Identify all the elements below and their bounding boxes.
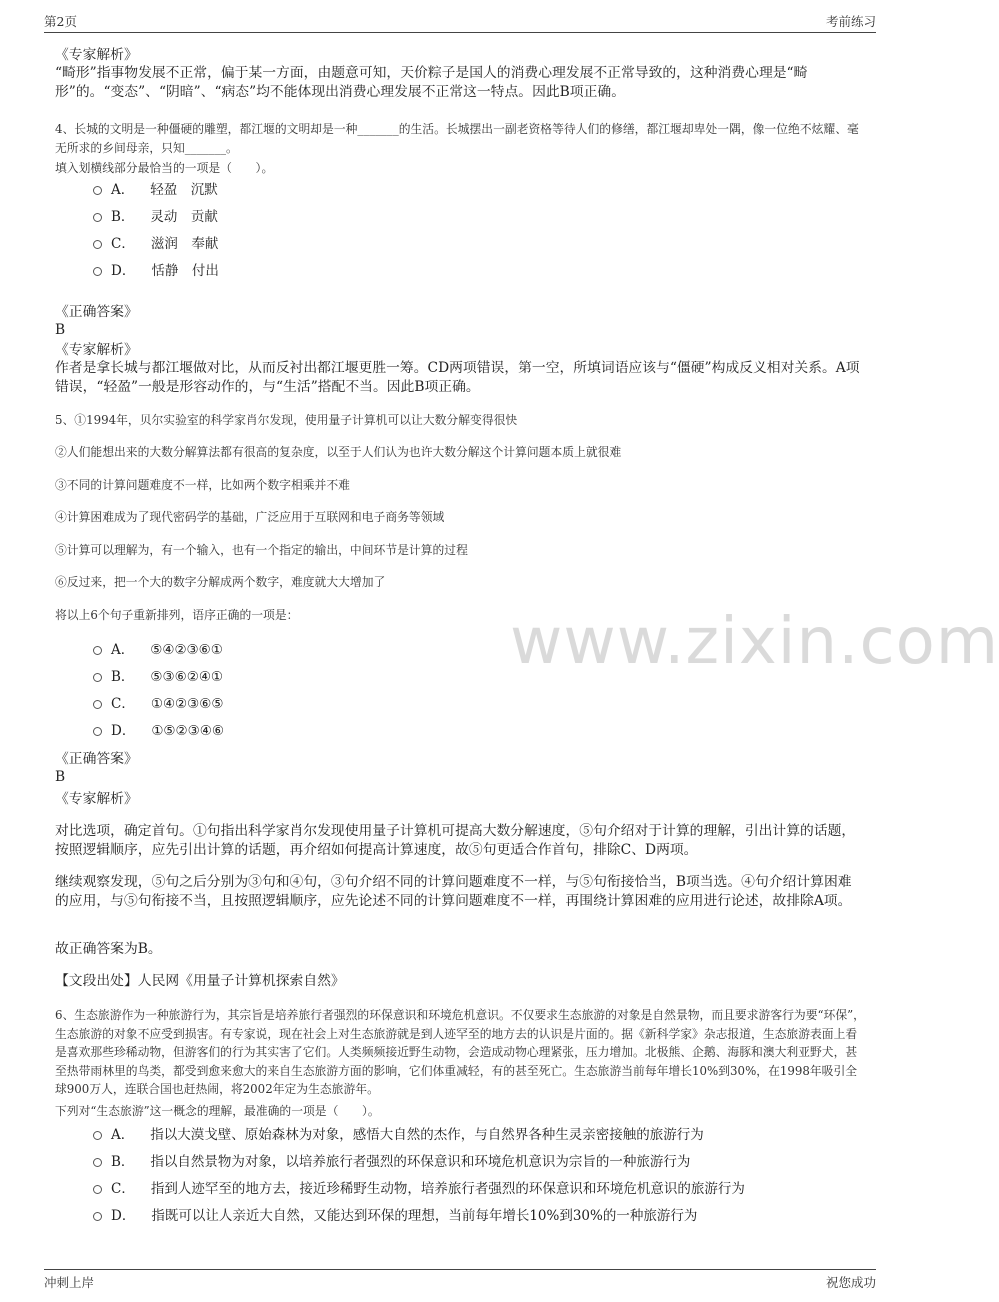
option-letter: C．: [111, 696, 135, 712]
option-letter: C．: [111, 236, 135, 252]
q4-answer: B: [55, 322, 66, 338]
option-letter: B．: [111, 209, 135, 225]
watermark: www.zixin.com: [510, 605, 999, 679]
option-text: 轻盈 沉默: [150, 182, 218, 198]
q5-source: 【文段出处】人民网《用量子计算机探索自然》: [55, 973, 345, 989]
q4-option-a[interactable]: [93, 181, 218, 199]
q5-analysis-label: 《专家解析》: [55, 791, 138, 807]
radio-icon[interactable]: [93, 186, 102, 195]
q5-sentence-2: ②人们能想出来的大数分解算法都有很高的复杂度，以至于人们认为也许大数分解这个计算问题本质上就很难: [55, 445, 622, 459]
option-letter: A．: [111, 1127, 135, 1143]
header-divider: [44, 32, 876, 33]
option-text: 灵动 贡献: [150, 209, 218, 225]
q6-option-c[interactable]: [93, 1180, 745, 1198]
option-text: 滋润 奉献: [150, 236, 219, 252]
page-number: 第2页: [44, 14, 77, 29]
footer-divider: [44, 1269, 876, 1270]
option-letter: A．: [111, 642, 135, 658]
q5-answer: B: [55, 769, 66, 785]
header-title: 考前练习: [825, 14, 876, 29]
radio-icon[interactable]: [93, 1131, 102, 1140]
option-letter: B．: [111, 1154, 135, 1170]
q4-stem: 4、长城的文明是一种僵硬的雕塑，都江堰的文明却是一种_______的生活。长城摆出一副老资格等待人们的修缮，都江堰却卑处一隅，像一位绝不炫耀、毫无所求的乡间母亲，只知_______。: [55, 122, 859, 155]
option-letter: D．: [111, 723, 136, 739]
option-text: ①④②③⑥⑤: [150, 696, 224, 712]
q5-option-a[interactable]: [93, 641, 223, 659]
q5-sentence-1: 5、①1994年，贝尔实验室的科学家肖尔发现，使用量子计算机可以让大数分解变得很快: [55, 413, 518, 427]
q4-option-c[interactable]: [93, 235, 218, 253]
q5-analysis-p2: 继续观察发现，⑤句之后分别为③句和④句，③句介绍不同的计算问题难度不一样，与⑤句衔接恰当，B项当选。④句介绍计算困难的应用，与⑤句衔接不当，且按照逻辑顺序，应先论述不同的计算问题难度不一样，再围绕计算困难的应用进行论述，故排除A项。: [55, 874, 852, 909]
radio-icon[interactable]: [93, 1212, 102, 1221]
option-letter: D．: [111, 1208, 136, 1224]
radio-icon[interactable]: [93, 240, 102, 249]
q5-analysis-p3: 故正确答案为B。: [55, 941, 162, 957]
footer-left: 冲刺上岸: [44, 1275, 95, 1290]
q6-stem: 6、生态旅游作为一种旅游行为，其宗旨是培养旅行者强烈的环保意识和环境危机意识。不仅要求生态旅游的对象是自然景物，而且要求游客行为要“环保”，生态旅游的对象不应受到损害。有专家说，现在社会上对生态旅游就是到人迹罕至的地方去的认识是片面的。据《新科学家》杂志报道，生态旅游表面上看是喜欢那些珍稀动物，但游客们的行为其实害了它们。人类频频接近野生动物，会造成动物心理紧张，压力增加。北极熊、企鹅、海豚和澳大利亚野犬，甚至热带雨林里的鸟类，都受到愈来愈大的来自生态旅游方面的影响，它们体重减轻，有的甚至死亡。生态旅游当前每年增长10%到30%，在1998年吸引全球900万人，连联合国也赶热闹，将2002年定为生态旅游年。: [55, 1008, 865, 1096]
q4-option-b[interactable]: [93, 208, 218, 226]
q4-answer-label: 《正确答案》: [55, 304, 138, 320]
q3-analysis-label: 《专家解析》: [55, 47, 138, 63]
radio-icon[interactable]: [93, 1158, 102, 1167]
q3-analysis: “畸形”指事物发展不正常，偏于某一方面，由题意可知，天价粽子是国人的消费心理发展不正常导致的，这种消费心理是“畸形”的。“变态”、“阴暗”、“病态”均不能体现出消费心理发展不正常这一特点。因此B项正确。: [55, 65, 808, 100]
q5-prompt: 将以上6个句子重新排列，语序正确的一项是：: [55, 608, 299, 622]
option-text: 恬静 付出: [151, 263, 219, 279]
radio-icon[interactable]: [93, 267, 102, 276]
option-letter: B．: [111, 669, 135, 685]
q4-analysis-label: 《专家解析》: [55, 342, 138, 358]
option-text: 指既可以让人亲近大自然，又能达到环保的理想，当前每年增长10%到30%的一种旅游行为: [151, 1208, 698, 1224]
q4-prompt: 填入划横线部分最恰当的一项是（ ）。: [55, 161, 274, 175]
option-letter: A．: [111, 182, 135, 198]
option-text: ⑤④②③⑥①: [150, 642, 223, 658]
radio-icon[interactable]: [93, 213, 102, 222]
q6-option-a[interactable]: [93, 1126, 704, 1144]
q5-answer-label: 《正确答案》: [55, 751, 138, 767]
radio-icon[interactable]: [93, 700, 102, 709]
radio-icon[interactable]: [93, 646, 102, 655]
q6-prompt: 下列对“生态旅游”这一概念的理解，最准确的一项是（ ）。: [55, 1104, 380, 1118]
q5-sentence-3: ③不同的计算问题难度不一样，比如两个数字相乘并不难: [55, 478, 350, 492]
q6-option-d[interactable]: [93, 1207, 697, 1225]
q5-option-b[interactable]: [93, 668, 223, 686]
q5-sentence-5: ⑤计算可以理解为，有一个输入，也有一个指定的输出，中间环节是计算的过程: [55, 543, 468, 557]
option-letter: C．: [111, 1181, 135, 1197]
q6-option-b[interactable]: [93, 1153, 690, 1171]
q5-analysis-p1: 对比选项，确定首句。①句指出科学家肖尔发现使用量子计算机可提高大数分解速度，⑤句介绍对于计算的理解，引出计算的话题，按照逻辑顺序，应先引出计算的话题，再介绍如何提高计算速度，故⑤句更适合作首句，排除C、D两项。: [55, 823, 856, 858]
q4-analysis: 作者是拿长城与都江堰做对比，从而反衬出都江堰更胜一筹。CD两项错误，第一空，所填词语应该与“僵硬”构成反义相对关系。A项错误，“轻盈”一般是形容动作的，与“生活”搭配不当。因此B项正确。: [55, 360, 860, 395]
option-text: 指以大漠戈壁、原始森林为对象，感悟大自然的杰作，与自然界各种生灵亲密接触的旅游行为: [150, 1127, 704, 1143]
option-text: 指到人迹罕至的地方去，接近珍稀野生动物，培养旅行者强烈的环保意识和环境危机意识的旅游行为: [150, 1181, 745, 1197]
radio-icon[interactable]: [93, 1185, 102, 1194]
q5-option-c[interactable]: [93, 695, 223, 713]
q4-option-d[interactable]: [93, 262, 219, 280]
option-text: ⑤③⑥②④①: [150, 669, 224, 685]
radio-icon[interactable]: [93, 673, 102, 682]
radio-icon[interactable]: [93, 727, 102, 736]
q5-option-d[interactable]: [93, 722, 224, 740]
q5-sentence-4: ④计算困难成为了现代密码学的基础，广泛应用于互联网和电子商务等领域: [55, 510, 445, 524]
option-text: ①⑤②③④⑥: [151, 723, 224, 739]
option-text: 指以自然景物为对象，以培养旅行者强烈的环保意识和环境危机意识为宗旨的一种旅游行为: [150, 1154, 691, 1170]
option-letter: D．: [111, 263, 136, 279]
footer-right: 祝您成功: [825, 1275, 876, 1290]
q5-sentence-6: ⑥反过来，把一个大的数字分解成两个数字，难度就大大增加了: [55, 575, 386, 589]
